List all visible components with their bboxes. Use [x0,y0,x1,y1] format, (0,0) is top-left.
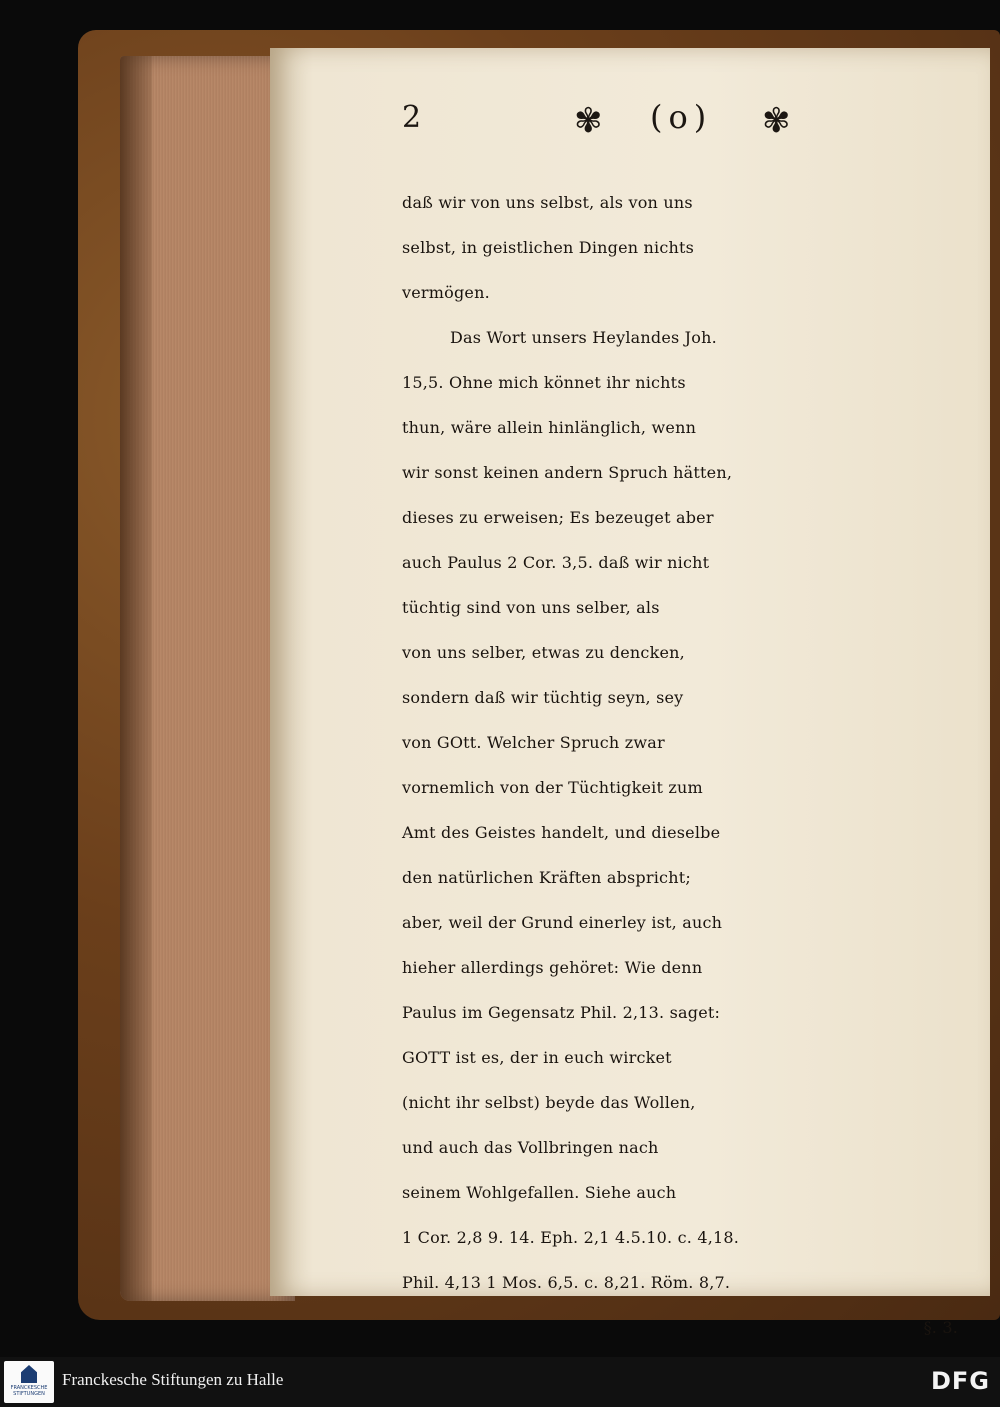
text-line: auch Paulus 2 Cor. 3,5. daß wir nicht [402,553,710,572]
text-line: sondern daß wir tüchtig seyn, sey [402,688,684,707]
text-line: vornemlich von der Tüchtigkeit zum [402,778,703,797]
text-line: vermögen. [402,283,490,302]
running-head [402,100,822,148]
flower-ornament-icon: ✾ [574,101,603,141]
text-line: GOTT ist es, der in euch wircket [402,1048,672,1067]
institution-name[interactable]: Franckesche Stiftungen zu Halle [62,1370,284,1389]
text-line: Das Wort unsers Heylandes Joh. [450,328,717,347]
page-edges-shadow [120,56,152,1301]
text-line: 15,5. Ohne mich könnet ihr nichts [402,373,686,392]
logo-text: FRANCKESCHE STIFTUNGEN [10,1385,48,1397]
footer-bar [0,1357,1000,1407]
page-number: 2 [402,100,422,135]
text-line: wir sonst keinen andern Spruch hätten, [402,463,733,482]
text-line: und auch das Vollbringen nach [402,1138,659,1157]
text-line: daß wir von uns selbst, als von uns [402,193,693,212]
text-line: thun, wäre allein hinlänglich, wenn [402,418,697,437]
section-mark: (o) [650,98,713,136]
text-line: den natürlichen Kräften abspricht; [402,868,691,887]
text-line: hieher allerdings gehöret: Wie denn [402,958,703,977]
text-line: von uns selber, etwas zu dencken, [402,643,685,662]
text-line: selbst, in geistlichen Dingen nichts [402,238,695,257]
text-line: aber, weil der Grund einerley ist, auch [402,913,723,932]
flower-ornament-icon: ✾ [762,101,791,141]
dfg-logo[interactable]: DFG [930,1367,990,1395]
text-line: Amt des Geistes handelt, und dieselbe [402,823,721,842]
text-line: tüchtig sind von uns selber, als [402,598,660,617]
text-line: (nicht ihr selbst) beyde das Wollen, [402,1093,696,1112]
text-line: von GOtt. Welcher Spruch zwar [402,733,665,752]
catchword: §. 3. [923,1318,958,1337]
text-line: Paulus im Gegensatz Phil. 2,13. saget: [402,1003,721,1022]
text-line: dieses zu erweisen; Es bezeuget aber [402,508,714,527]
institution-logo[interactable] [4,1361,54,1403]
text-line: 1 Cor. 2,8 9. 14. Eph. 2,1 4.5.10. c. 4,18. [402,1228,740,1247]
text-line: seinem Wohlgefallen. Siehe auch [402,1183,677,1202]
body-text [402,180,968,1350]
building-icon [21,1365,37,1383]
text-line: Phil. 4,13 1 Mos. 6,5. c. 8,21. Röm. 8,7. [402,1273,731,1292]
